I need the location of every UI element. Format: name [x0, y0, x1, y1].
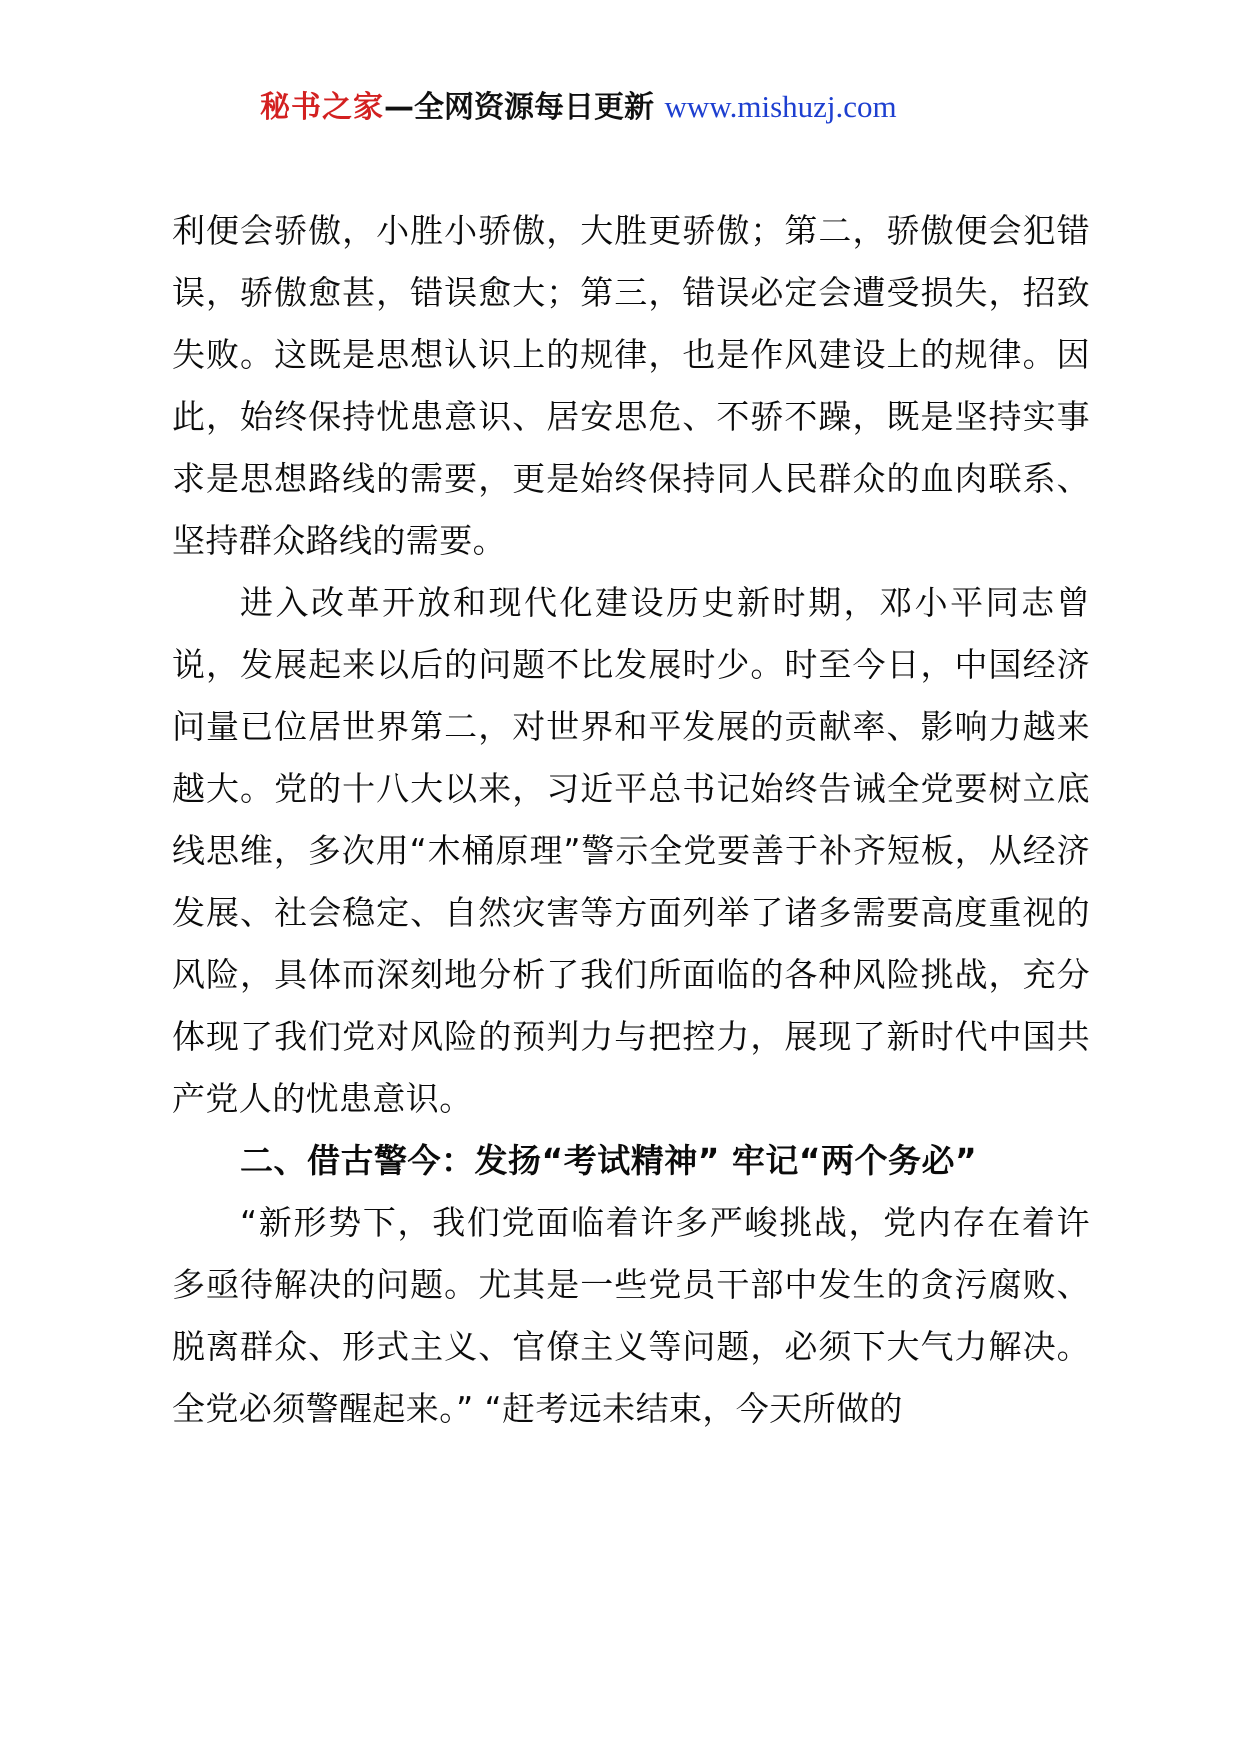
paragraph-2: 进入改革开放和现代化建设历史新时期，邓小平同志曾说，发展起来以后的问题不比发展时少。时至今日，中国经济问量已位居世界第二，对世界和平发展的贡献率、影响力越来越大。党的十八大以来，习近平总书记始终告诫全党要树立底线思维，多次用“木桶原理”警示全党要善于补齐短板，从经济发展、社会稳定、自然灾害等方面列举了诸多需要高度重视的风险，具体而深刻地分析了我们所面临的各种风险挑战，充分体现了我们党对风险的预判力与把控力，展现了新时代中国共产党人的忧患意识。 — [172, 583, 1090, 1118]
site-tagline: —全网资源每日更新 — [384, 90, 665, 125]
paragraph-3: “新形势下，我们党面临着许多严峻挑战，党内存在着许多亟待解决的问题。尤其是一些党员干部中发生的贪污腐败、脱离群众、形式主义、官僚主义等问题，必须下大气力解决。全党必须警醒起来。” “赶考远未结束，今天所做的 — [172, 1203, 1090, 1428]
site-url[interactable]: www.mishuzj.com — [664, 89, 897, 124]
site-brand-name: 秘书之家 — [260, 90, 384, 125]
site-watermark-header — [260, 82, 1090, 126]
paragraph-1: 利便会骄傲，小胜小骄傲，大胜更骄傲；第二，骄傲便会犯错误，骄傲愈甚，错误愈大；第三，错误必定会遭受损失，招致失败。这既是思想认识上的规律，也是作风建设上的规律。因此，始终保持忧患意识、居安思危、不骄不躁，既是坚持实事求是思想路线的需要，更是始终保持同人民群众的血肉联系、坚持群众路线的需要。 — [172, 211, 1090, 560]
section-heading-2: 二、借古警今：发扬“考试精神” 牢记“两个务必” — [240, 1141, 978, 1180]
document-body — [172, 200, 1090, 1440]
